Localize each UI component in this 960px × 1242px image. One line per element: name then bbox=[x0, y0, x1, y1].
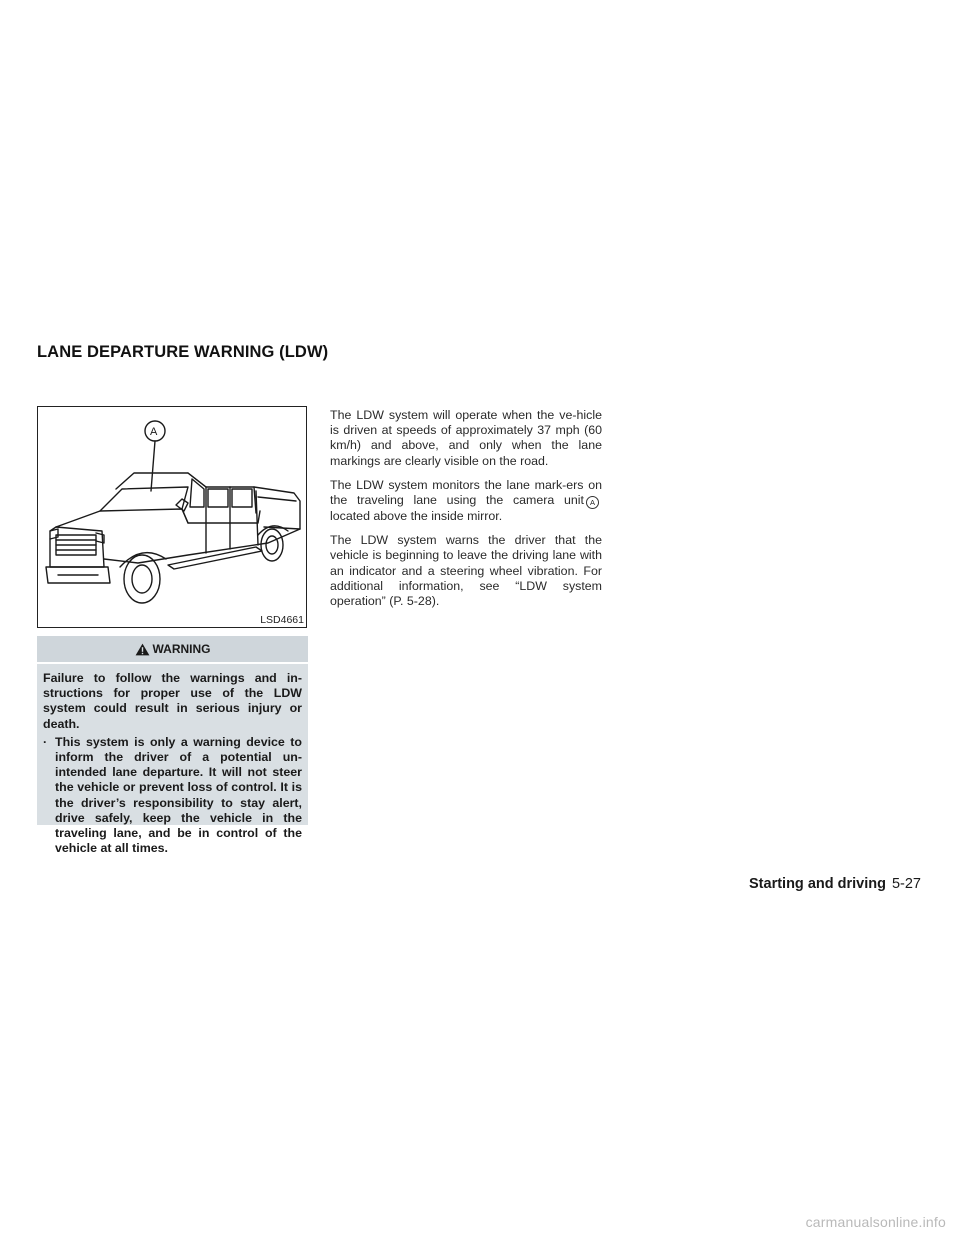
page-footer bbox=[749, 876, 921, 892]
callout-marker-a: A bbox=[586, 496, 599, 509]
paragraph-warning-info: The LDW system warns the driver that the vehicle is beginning to leave the driving lane with an indicator and a steering wheel vibration. For additional information, see “LDW system operation” (P. 5-28). bbox=[330, 533, 602, 609]
warning-header bbox=[37, 636, 308, 664]
warning-bullet-text: This system is only a warning device to inform the driver of a potential un-intended lane departure. It will not steer the vehicle or prevent loss of control. It is the driver’s responsibility to stay alert, drive safely, keep the vehicle in the traveling lane, and be in control of the vehicle at all times. bbox=[55, 734, 302, 856]
warning-triangle-icon bbox=[135, 643, 150, 656]
figure-code: LSD4661 bbox=[260, 614, 304, 626]
warning-heading: WARNING bbox=[152, 642, 211, 656]
body-text bbox=[330, 408, 602, 618]
bullet-dot: · bbox=[43, 734, 48, 749]
paragraph-camera-before: The LDW system monitors the lane mark-ers on the traveling lane using the camera unit bbox=[330, 477, 602, 508]
pickup-truck-illustration bbox=[38, 407, 306, 627]
paragraph-camera bbox=[330, 478, 602, 524]
section-title: LANE DEPARTURE WARNING (LDW) bbox=[37, 343, 329, 361]
watermark: carmanualsonline.info bbox=[805, 1214, 946, 1230]
paragraph-speed: The LDW system will operate when the ve-hicle is driven at speeds of approximately 37 mph (60 km/h) and above, and only when the lane markings are clearly visible on the road. bbox=[330, 408, 602, 468]
warning-intro: Failure to follow the warnings and in-structions for proper use of the LDW system could result in serious injury or death. bbox=[43, 671, 302, 731]
paragraph-camera-after: located above the inside mirror. bbox=[330, 509, 503, 524]
warning-bullet bbox=[43, 735, 302, 857]
truck-figure bbox=[37, 406, 307, 628]
footer-section-name: Starting and driving bbox=[749, 876, 886, 892]
callout-label: A bbox=[150, 426, 158, 438]
warning-box bbox=[37, 636, 308, 856]
page-number: 5-27 bbox=[891, 876, 921, 892]
